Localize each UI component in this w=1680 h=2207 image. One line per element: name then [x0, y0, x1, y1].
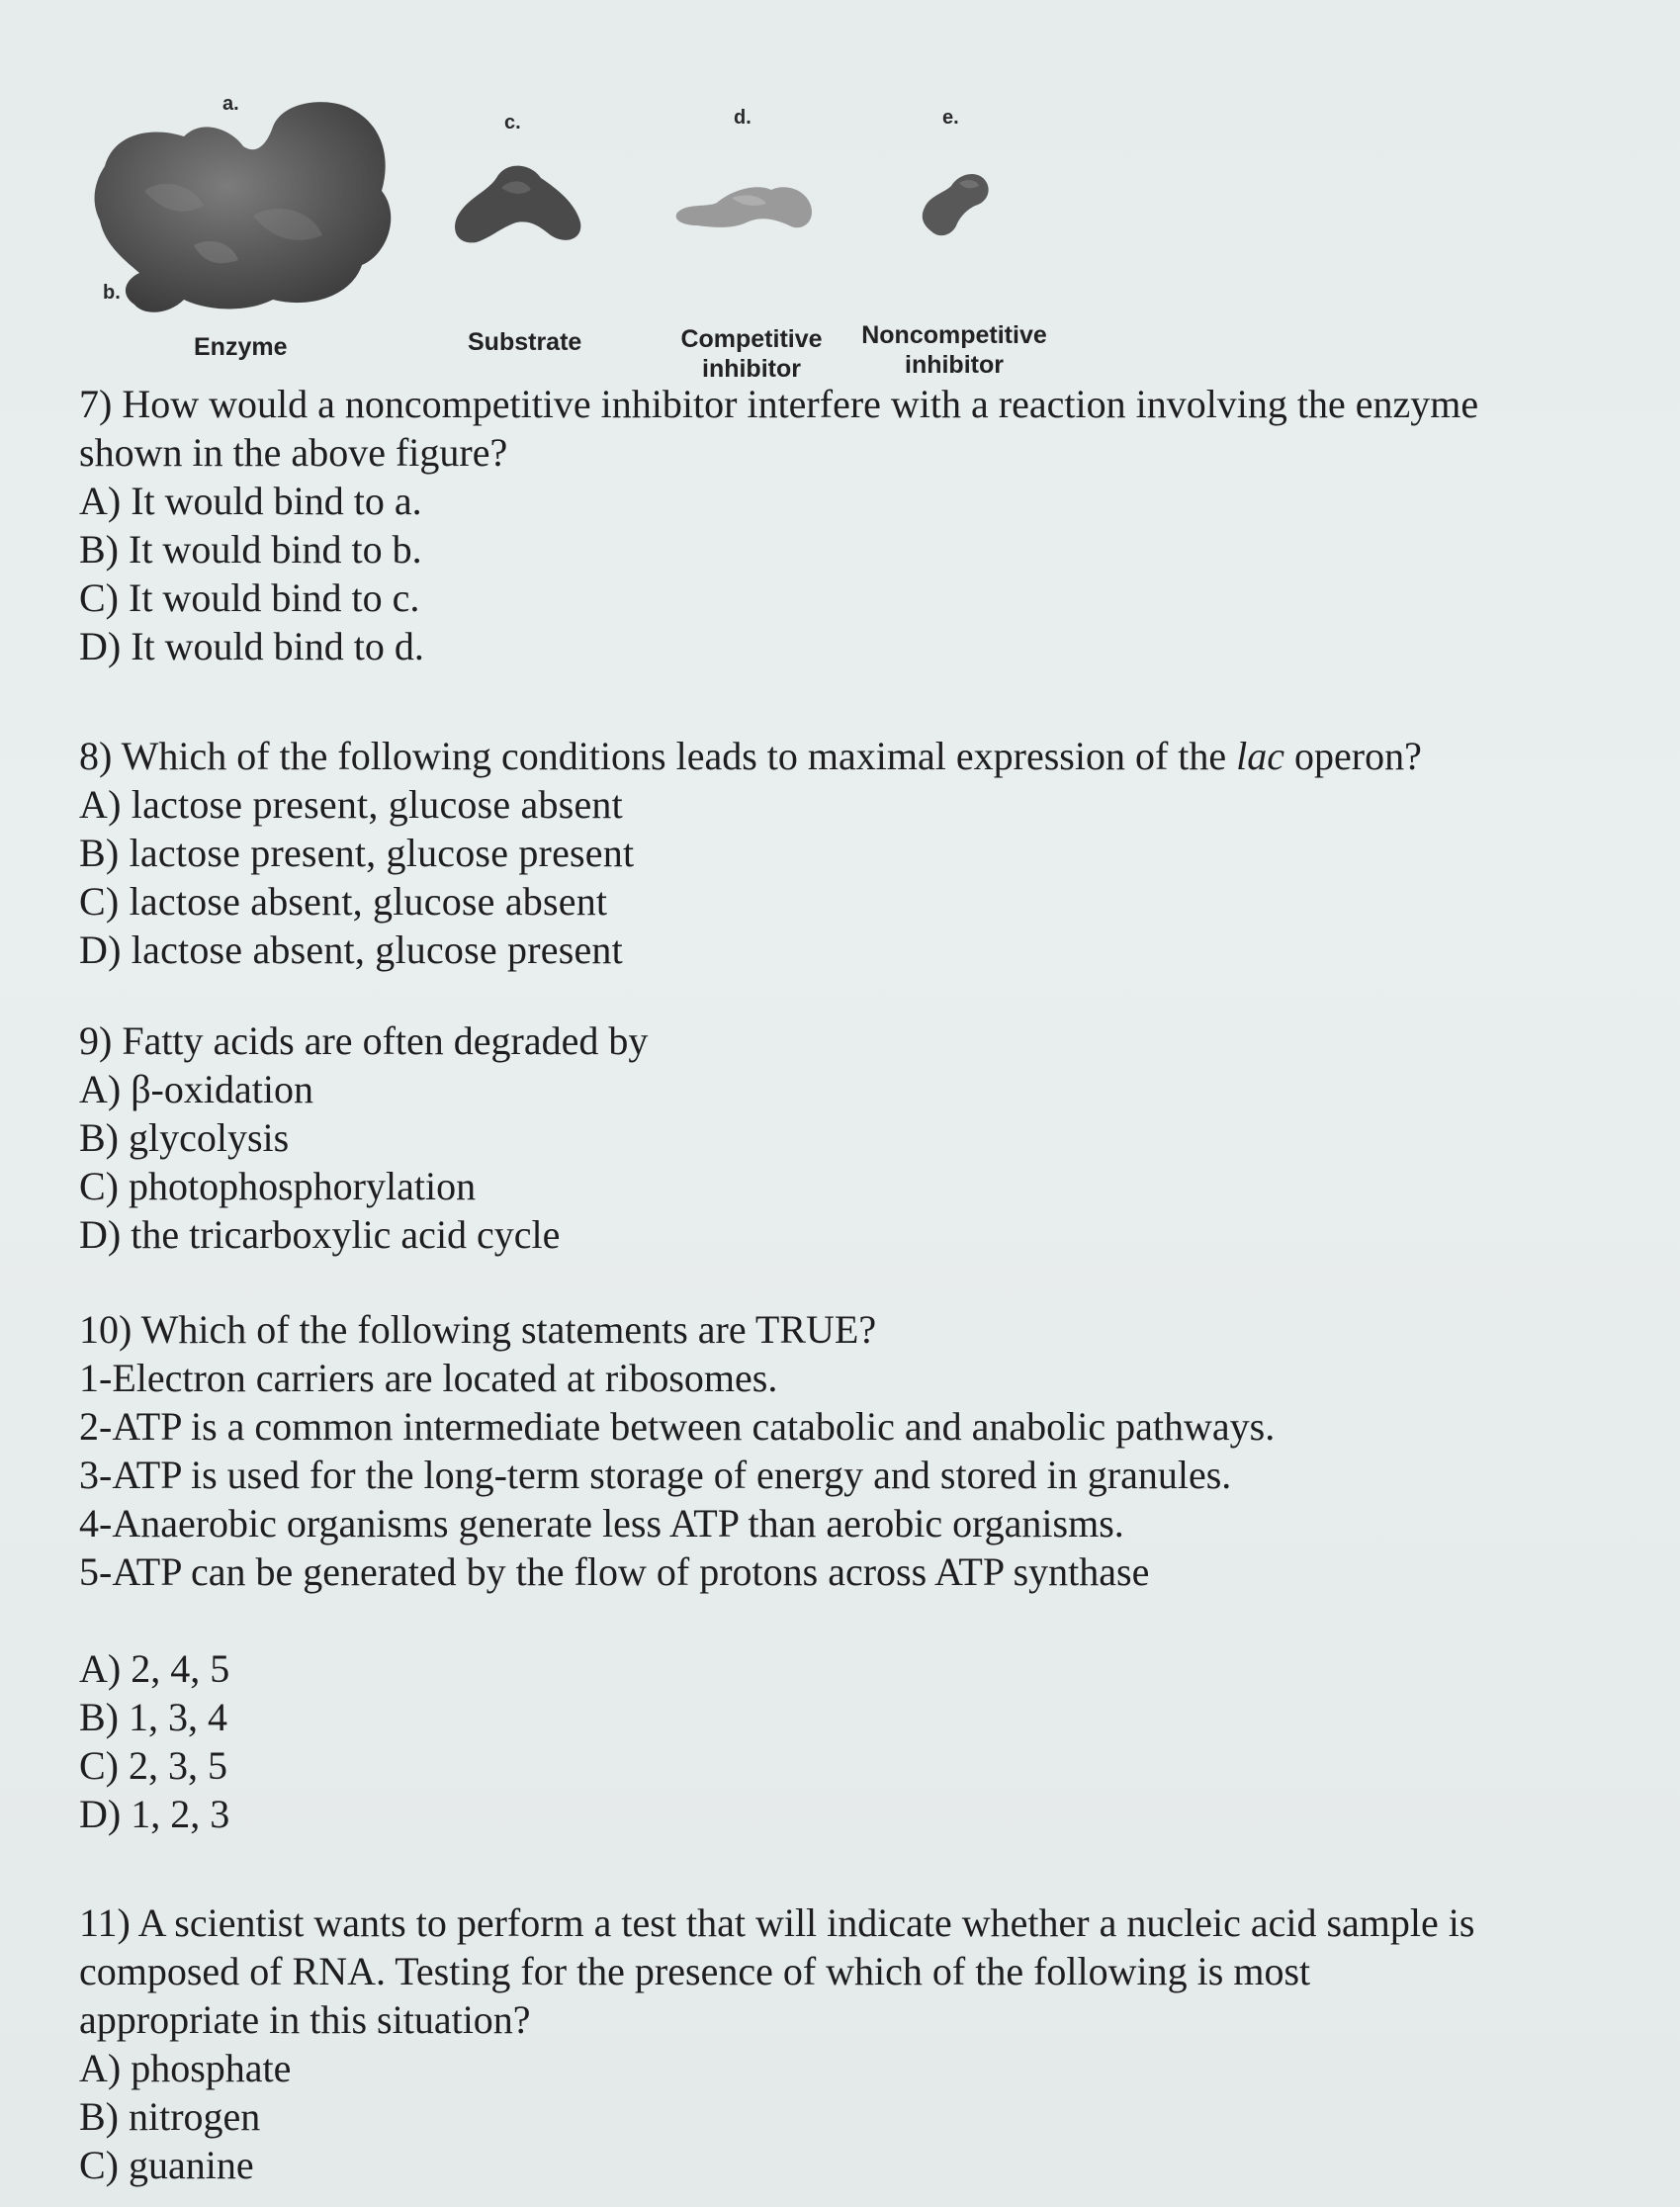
figure-label-a: a.: [222, 93, 239, 115]
question-11-stem-line2: composed of RNA. Testing for the presence of which of the following is most: [79, 1949, 1311, 1993]
question-7-option-d: D) It would bind to d.: [79, 624, 424, 668]
caption-noncompetitive-line2: inhibitor: [905, 351, 1004, 379]
question-11: [79, 1898, 1474, 2189]
question-8-stem-italic: lac: [1236, 734, 1285, 778]
question-8-stem: [79, 732, 1422, 780]
question-10: [79, 1305, 1275, 1838]
question-10-option-c: C) 2, 3, 5: [79, 1743, 227, 1788]
question-8-stem-prefix: 8) Which of the following conditions leads to maximal expression of the: [79, 734, 1237, 778]
question-9-stem: 9) Fatty acids are often degraded by: [79, 1018, 649, 1063]
question-7-option-b: B) It would bind to b.: [79, 527, 422, 572]
question-10-spacer: [79, 1596, 1275, 1644]
question-8-option-d: D) lactose absent, glucose present: [79, 927, 623, 972]
question-10-stem: 10) Which of the following statements are TRUE?: [79, 1307, 877, 1352]
question-10-option-d: D) 1, 2, 3: [79, 1792, 230, 1836]
question-10-option-b: B) 1, 3, 4: [79, 1695, 227, 1739]
caption-enzyme: Enzyme: [194, 333, 288, 361]
question-8: [79, 732, 1422, 974]
question-9-option-a: A) β-oxidation: [79, 1067, 313, 1111]
substrate-shape: [447, 148, 585, 257]
question-10-statement-3: 3-ATP is used for the long-term storage of energy and stored in granules.: [79, 1453, 1232, 1497]
question-11-stem-line1: 11) A scientist wants to perform a test that will indicate whether a nucleic acid sample is: [79, 1900, 1475, 1945]
question-9-option-b: B) glycolysis: [79, 1115, 290, 1160]
question-7-stem-line2: shown in the above figure?: [79, 430, 508, 475]
caption-competitive-line2: inhibitor: [702, 355, 801, 383]
figure-label-b: b.: [103, 282, 121, 304]
figure-label-d: d.: [734, 107, 752, 129]
question-11-option-b: B) nitrogen: [79, 2094, 261, 2139]
competitive-inhibitor-shape: [672, 168, 821, 247]
caption-competitive-line1: Competitive: [680, 325, 823, 353]
question-11-option-c: C) guanine: [79, 2143, 254, 2187]
question-8-option-b: B) lactose present, glucose present: [79, 831, 635, 875]
question-9-option-d: D) the tricarboxylic acid cycle: [79, 1212, 561, 1257]
enzyme-inhibition-figure: [59, 79, 1107, 396]
question-9-option-c: C) photophosphorylation: [79, 1164, 477, 1208]
figure-label-c: c.: [504, 112, 521, 133]
question-8-stem-suffix: operon?: [1284, 734, 1422, 778]
caption-noncompetitive-inhibitor: [850, 320, 1058, 380]
caption-substrate: Substrate: [468, 328, 582, 356]
noncompetitive-inhibitor-shape: [910, 158, 999, 247]
question-10-statement-2: 2-ATP is a common intermediate between catabolic and anabolic pathways.: [79, 1404, 1276, 1449]
question-7-option-a: A) It would bind to a.: [79, 479, 422, 523]
question-10-statement-1: 1-Electron carriers are located at ribosomes.: [79, 1356, 778, 1400]
caption-competitive-inhibitor: [672, 324, 831, 384]
caption-noncompetitive-line1: Noncompetitive: [861, 321, 1047, 349]
enzyme-shape: [85, 97, 421, 334]
question-9: [79, 1016, 648, 1259]
question-8-option-a: A) lactose present, glucose absent: [79, 782, 623, 827]
question-8-option-c: C) lactose absent, glucose absent: [79, 879, 608, 924]
question-10-option-a: A) 2, 4, 5: [79, 1646, 230, 1691]
question-7-stem-line1: 7) How would a noncompetitive inhibitor interfere with a reaction involving the enzyme: [79, 382, 1479, 426]
question-7: [79, 380, 1478, 670]
question-11-stem-line3: appropriate in this situation?: [79, 1997, 531, 2042]
question-10-statement-4: 4-Anaerobic organisms generate less ATP than aerobic organisms.: [79, 1501, 1124, 1545]
figure-label-e: e.: [942, 107, 959, 129]
question-7-option-c: C) It would bind to c.: [79, 575, 420, 620]
question-10-statement-5: 5-ATP can be generated by the flow of protons across ATP synthase: [79, 1549, 1150, 1594]
question-11-option-a: A) phosphate: [79, 2046, 292, 2090]
